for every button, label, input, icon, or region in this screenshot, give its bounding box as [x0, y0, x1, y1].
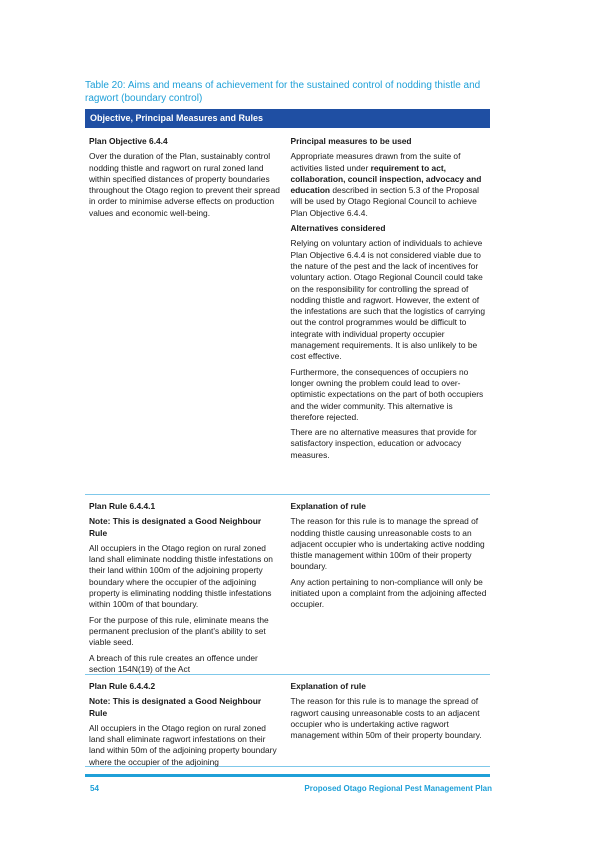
table-row [85, 128, 490, 495]
plan-objective-cell [85, 136, 288, 494]
rule-explanation-heading: Explanation of rule [290, 681, 366, 691]
plan-rule-text: All occupiers in the Otago region on rural zoned land shall eliminate nodding thistle infestations on their land within 100m of the adjoining property boundary where the occupier of the adjoining property is eliminating nodding thistle infestations within 100m of that boundary. [89, 542, 273, 610]
rule-explanation-text: Any action pertaining to non-compliance will only be initiated upon a complaint from the adjoining affected occupier. [290, 576, 487, 610]
alternatives-text: There are no alternative measures that provide for satisfactory inspection, education or advocacy measures. [290, 427, 477, 460]
footer-rule [85, 774, 490, 777]
plan-rule-text: All occupiers in the Otago region on rural zoned land shall eliminate ragwort infestations on their land within 50m of the adjoining property boundary where the occupier of the adjoining [89, 722, 277, 767]
page-number: 54 [90, 784, 99, 793]
table-header: Objective, Principal Measures and Rules [85, 109, 490, 128]
plan-rule-text: A breach of this rule creates an offence under section 154N(19) of the Act [89, 652, 258, 674]
rule-explanation-heading: Explanation of rule [290, 501, 366, 511]
objectives-table [85, 109, 490, 767]
principal-measures-heading: Principal measures to be used [290, 136, 412, 146]
alternatives-text: Furthermore, the consequences of occupiers no longer owning the problem could lead to over-optimistic expectations on the part of both occupiers and the wider community. This alternative is therefore rejected. [290, 366, 484, 422]
plan-rule-note: Note: This is designated a Good Neighbour Rule [89, 516, 262, 538]
principal-measures-cell [288, 136, 491, 494]
principal-measures-text: Appropriate measures drawn from the suite of activities listed under requirement to act, collaboration, council inspection, advocacy and education described in section 5.3 of the Proposal will be used by Otago Regional Council to achieve Plan Objective 6.4.4. [290, 151, 482, 218]
plan-objective-heading: Plan Objective 6.4.4 [89, 136, 168, 146]
table-caption: Table 20: Aims and means of achievement for the sustained control of nodding thistle and ragwort (boundary control) [85, 80, 481, 104]
rule-explanation-text: The reason for this rule is to manage the spread of ragwort causing unreasonable costs to an adjacent occupier who is undertaking active ragwort management within 50m of their property boundary. [290, 696, 482, 741]
plan-objective-text: Over the duration of the Plan, sustainably control nodding thistle and ragwort on rural zoned land within specified distances of property boundaries throughout the Otago region to prevent their spread in order to minimise adverse effects on production values and economic well-being. [89, 151, 280, 218]
table-row [85, 675, 490, 767]
alternatives-text: Relying on voluntary action of individuals to achieve Plan Objective 6.4.4 is not considered viable due to the nature of the pest and the lack of incentives for voluntary action. Otago Regional Council could take on the responsibility for controlling the spread of nodding thistle and ragwort. However, the extent of the infestations are such that the logistics of carrying out the control programmes would be difficult to integrate with individual property occupier management requirements. It is also unlikely to be cost effective. [290, 238, 486, 362]
table-row [85, 495, 490, 675]
rule-explanation-cell [288, 501, 491, 674]
rule-explanation-text: The reason for this rule is to manage the spread of nodding thistle causing unreasonable costs to an adjacent occupier who is undertaking active nodding thistle management within 100m of their property boundary. [290, 516, 485, 572]
footer-title: Proposed Otago Regional Pest Management Plan [304, 784, 492, 793]
plan-rule-cell [85, 501, 288, 674]
plan-rule-cell [85, 681, 288, 766]
plan-rule-heading: Plan Rule 6.4.4.2 [89, 681, 156, 691]
alternatives-heading: Alternatives considered [290, 223, 386, 234]
rule-explanation-cell [288, 681, 491, 766]
plan-rule-heading: Plan Rule 6.4.4.1 [89, 501, 156, 511]
plan-rule-text: For the purpose of this rule, eliminate means the permanent preclusion of the plant’s ability to set viable seed. [89, 614, 269, 648]
plan-rule-note: Note: This is designated a Good Neighbour Rule [89, 696, 262, 718]
